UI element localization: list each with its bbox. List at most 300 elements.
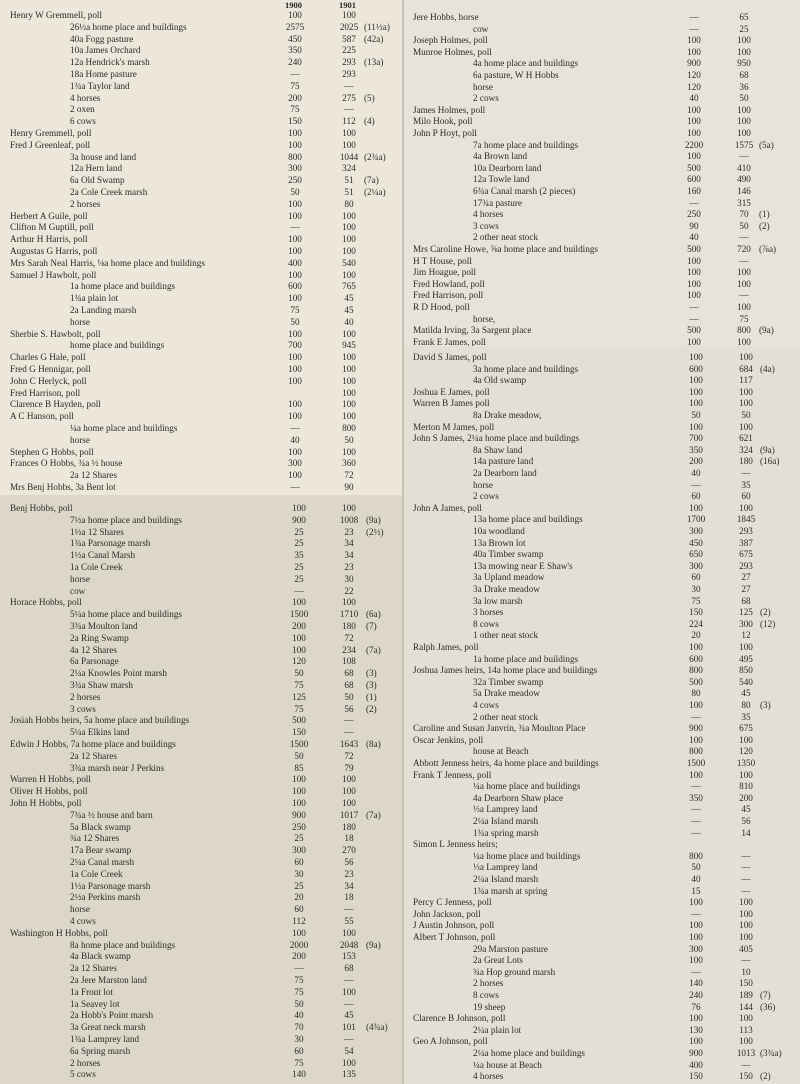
value-1900: 80 xyxy=(691,688,701,699)
value-1900: 100 xyxy=(687,151,701,162)
value-1901: — xyxy=(344,998,354,1009)
value-1900: 130 xyxy=(689,1024,703,1035)
value-1901: 108 xyxy=(342,656,356,667)
ledger-row xyxy=(403,314,800,325)
value-note: (7a) xyxy=(366,809,381,820)
entry-label: 10a woodland xyxy=(473,526,525,536)
value-1900: — xyxy=(290,482,300,492)
value-1901: 54 xyxy=(344,1045,354,1056)
value-1901: — xyxy=(344,715,354,726)
value-1901: — xyxy=(741,885,751,896)
value-note: (36) xyxy=(760,1001,776,1012)
ledger-row xyxy=(0,376,403,387)
ledger-row xyxy=(0,411,403,422)
entry-label: Warren H Hobbs, poll xyxy=(10,774,91,785)
ledger-row xyxy=(0,633,403,644)
ledger-row xyxy=(0,435,403,446)
value-1900: 1500 xyxy=(289,609,309,620)
value-1900: — xyxy=(691,966,701,977)
value-1900: 100 xyxy=(689,955,703,966)
ledger-row xyxy=(403,491,800,502)
ledger-row xyxy=(0,246,403,257)
entry-label: R D Hood, poll xyxy=(413,302,470,312)
ledger-row xyxy=(0,258,403,269)
value-1900: 30 xyxy=(294,868,304,879)
value-1901: 850 xyxy=(739,665,753,676)
ledger-row xyxy=(0,69,403,80)
value-1901: 1575 xyxy=(734,139,754,150)
value-1900: 50 xyxy=(294,998,304,1009)
value-1900: — xyxy=(691,711,701,722)
entry-label: Ralph James, poll xyxy=(413,642,479,652)
value-1900: 100 xyxy=(689,897,703,908)
ledger-row xyxy=(403,816,800,827)
entry-label: 13a mowing near E Shaw's xyxy=(473,560,573,571)
value-1901: 100 xyxy=(739,1013,753,1024)
entry-label: Caroline and Susan Janvrin, ¾a Moulton Place xyxy=(413,723,586,734)
entry-label: Augustas G Harris, poll xyxy=(10,246,98,256)
value-1900: — xyxy=(294,585,304,596)
ledger-row xyxy=(0,447,403,458)
value-note: (4a) xyxy=(760,363,775,374)
value-1901: 621 xyxy=(739,433,753,444)
value-1901: 45 xyxy=(741,688,751,699)
entry-label: Mrs Benj Hobbs, 3a Bent lot xyxy=(10,482,116,492)
entry-label: Fred Harrison, poll xyxy=(413,290,484,301)
value-1900: 200 xyxy=(689,456,703,467)
value-1901: 100 xyxy=(342,246,356,256)
entry-label: house at Beach xyxy=(473,746,529,757)
entry-label: 6¾a Canal marsh (2 pieces) xyxy=(473,186,576,196)
value-1901: 540 xyxy=(739,676,753,687)
value-1900: 150 xyxy=(292,727,306,738)
value-1900: 100 xyxy=(689,386,703,397)
value-1900: 600 xyxy=(288,281,302,292)
value-1901: 36 xyxy=(739,81,749,92)
value-1900: 100 xyxy=(689,1013,703,1024)
ledger-row xyxy=(403,909,800,920)
value-1901: 22 xyxy=(344,585,354,596)
ledger-row xyxy=(0,399,403,410)
ledger-row xyxy=(0,940,403,951)
value-1900: 700 xyxy=(689,433,703,444)
entry-label: David S James, poll xyxy=(413,352,487,362)
value-note: (5) xyxy=(364,92,375,103)
ledger-row xyxy=(0,329,403,340)
value-note: (5a) xyxy=(759,139,774,150)
value-1900: 100 xyxy=(689,352,703,362)
value-1900: 100 xyxy=(292,644,306,655)
value-1901: 146 xyxy=(737,186,751,196)
entry-label: 4a Brown land xyxy=(473,151,528,162)
value-1901: 100 xyxy=(737,278,751,289)
ledger-row xyxy=(0,987,403,998)
ledger-row xyxy=(0,152,403,163)
entry-label: 2½a Perkins marsh xyxy=(70,892,141,903)
ledger-row xyxy=(403,804,800,815)
ledger-row xyxy=(403,221,800,232)
entry-label: 1½a 12 Shares xyxy=(70,526,124,537)
ledger-row xyxy=(0,538,403,549)
value-1901: 113 xyxy=(739,1024,753,1035)
entry-label: 6a pasture, W H Hobbs xyxy=(473,70,559,80)
entry-label: 8a home place and buildings xyxy=(70,939,176,950)
value-note: (13a) xyxy=(364,57,384,68)
value-1900: 100 xyxy=(288,375,302,386)
value-1900: 100 xyxy=(689,398,703,409)
value-1901: 56 xyxy=(344,857,354,867)
value-1901: 100 xyxy=(342,786,356,797)
value-1900: 100 xyxy=(687,116,701,127)
value-1901: 51 xyxy=(344,187,354,197)
ledger-row xyxy=(403,770,800,781)
value-1901: 51 xyxy=(344,175,354,186)
value-1901: 293 xyxy=(739,560,753,571)
value-1901: 55 xyxy=(344,916,354,926)
ledger-row xyxy=(0,470,403,481)
entry-label: 2¼a plain lot xyxy=(473,1024,522,1035)
entry-label: 2¼a Knowles Point marsh xyxy=(70,668,167,679)
entry-label: 12a Towle land xyxy=(473,174,530,185)
value-1901: 50 xyxy=(344,691,354,702)
value-1901: 270 xyxy=(342,845,356,856)
value-1901: 1013 xyxy=(736,1048,756,1058)
value-1900: 450 xyxy=(689,537,703,548)
value-1900: 25 xyxy=(294,573,304,584)
ledger-row xyxy=(403,1071,800,1082)
value-1901: 300 xyxy=(739,618,753,629)
value-1901: 100 xyxy=(739,421,753,432)
entry-label: 4 horses xyxy=(70,92,101,103)
entry-label: Oscar Jenkins, poll xyxy=(413,734,484,745)
ledger-row xyxy=(403,163,800,174)
entry-label: Fred G Hennigar, poll xyxy=(10,364,91,374)
ledger-row xyxy=(0,317,403,328)
value-1901: 72 xyxy=(344,470,354,481)
ledger-row xyxy=(403,12,800,23)
ledger-row xyxy=(0,833,403,844)
ledger-row xyxy=(403,445,800,456)
value-1900: 60 xyxy=(691,491,701,502)
value-1901: 180 xyxy=(342,821,356,832)
value-1901: 10 xyxy=(741,966,751,977)
value-1901: 234 xyxy=(342,644,356,655)
ledger-row xyxy=(403,468,800,479)
entry-label: 8 cows xyxy=(473,990,499,1000)
entry-label: 32a Timber swamp xyxy=(473,676,544,687)
ledger-row xyxy=(403,526,800,537)
value-1900: 35 xyxy=(294,550,304,561)
entry-label: Matilda Irving, 3a Sargent place xyxy=(413,325,532,336)
ledger-row xyxy=(0,423,403,434)
value-note: (12) xyxy=(760,618,776,629)
entry-label: 2a 12 Shares xyxy=(70,963,117,974)
value-1900: 1700 xyxy=(686,514,706,525)
value-1900: 100 xyxy=(687,128,701,138)
value-1901: 135 xyxy=(342,1069,356,1080)
value-note: (2) xyxy=(760,607,771,618)
value-1901: 180 xyxy=(342,621,356,631)
ledger-row xyxy=(0,916,403,927)
value-1901: 100 xyxy=(737,267,751,278)
value-1900: 100 xyxy=(687,46,701,57)
entry-label: Josiah Hobbs heirs, 5a home place and buildings xyxy=(10,715,190,726)
value-1900: 30 xyxy=(294,1034,304,1044)
value-1901: — xyxy=(741,850,751,861)
ledger-row xyxy=(403,514,800,525)
value-1901: 23 xyxy=(344,526,354,537)
entry-label: horse xyxy=(70,904,90,915)
value-1901: 324 xyxy=(342,163,356,174)
value-note: (8a) xyxy=(366,739,381,749)
value-1900: 100 xyxy=(292,786,306,797)
value-1900: 75 xyxy=(294,975,304,985)
entry-label: James Holmes, poll xyxy=(413,104,486,115)
value-1901: 387 xyxy=(739,537,753,548)
value-1901: 65 xyxy=(739,12,749,22)
entry-label: John Jackson, poll xyxy=(413,908,481,919)
value-1901: 540 xyxy=(342,257,356,268)
entry-label: Joshua James heirs, 14a home place and buildings xyxy=(413,665,598,676)
value-1901: 35 xyxy=(741,711,751,722)
value-note: (1) xyxy=(366,691,377,702)
value-1900: 60 xyxy=(691,572,701,583)
value-1900: 40 xyxy=(689,93,699,104)
ledger-row xyxy=(403,862,800,873)
value-1901: 50 xyxy=(741,410,751,420)
value-1900: 200 xyxy=(292,951,306,962)
entry-label: 3a house and land xyxy=(70,151,137,162)
value-1901: 72 xyxy=(344,632,354,643)
value-1901: 18 xyxy=(344,892,354,903)
value-note: (9a) xyxy=(366,514,381,525)
value-1900: 75 xyxy=(294,986,304,997)
entry-label: 5 cows xyxy=(70,1069,96,1080)
ledger-row xyxy=(403,851,800,862)
entry-label: ¾a Hop ground marsh xyxy=(473,966,556,977)
ledger-row xyxy=(0,597,403,608)
ledger-row xyxy=(403,375,800,386)
value-1901: 360 xyxy=(342,458,356,469)
ledger-row xyxy=(0,352,403,363)
value-note: (4¾a) xyxy=(366,1022,388,1033)
ledger-row xyxy=(0,1022,403,1033)
entry-label: John P Hoyt, poll xyxy=(413,128,477,138)
value-1901: 100 xyxy=(342,597,356,608)
value-1900: 20 xyxy=(691,630,701,641)
entry-label: 12a Hern land xyxy=(70,163,123,174)
ledger-row xyxy=(0,715,403,726)
value-1901: — xyxy=(739,290,749,301)
ledger-row xyxy=(403,140,800,151)
value-1901: — xyxy=(741,955,751,966)
ledger-row xyxy=(403,58,800,69)
ledger-row xyxy=(0,1046,403,1057)
value-1900: 100 xyxy=(689,1036,703,1047)
value-1901: 120 xyxy=(739,746,753,757)
entry-label: 1¾a Parsonage marsh xyxy=(70,538,151,549)
value-1901: 720 xyxy=(737,244,751,254)
value-1900: 300 xyxy=(689,560,703,571)
value-1901: 100 xyxy=(342,399,356,410)
value-1901: 315 xyxy=(737,197,751,208)
ledger-row xyxy=(0,45,403,56)
ledger-column-right-top xyxy=(403,0,800,346)
entry-label: 17¾a pasture xyxy=(473,197,522,208)
ledger-row xyxy=(403,1025,800,1036)
value-1900: — xyxy=(290,222,300,233)
ledger-row xyxy=(403,793,800,804)
entry-label: 2 horses xyxy=(70,691,101,702)
entry-label: 7½a home place and buildings xyxy=(70,514,183,525)
ledger-row xyxy=(0,645,403,656)
entry-label: Merton M James, poll xyxy=(413,421,495,432)
ledger-row xyxy=(403,677,800,688)
ledger-row xyxy=(0,163,403,174)
ledger-row xyxy=(0,692,403,703)
value-1900: 250 xyxy=(288,175,302,186)
value-1901: 144 xyxy=(739,1001,753,1012)
ledger-row xyxy=(403,232,800,243)
entry-label: 29a Marston pasture xyxy=(473,943,549,954)
ledger-row xyxy=(0,340,403,351)
value-1900: 240 xyxy=(288,57,302,68)
ledger-row xyxy=(403,24,800,35)
value-1900: 50 xyxy=(691,862,701,873)
entry-label: 1a Front lot xyxy=(70,986,113,997)
entry-label: 2a 12 Shares xyxy=(70,750,117,761)
entry-label: 8a Drake meadow, xyxy=(473,410,542,420)
value-1901: 100 xyxy=(739,502,753,513)
value-1901: 25 xyxy=(739,23,749,34)
value-1901: 34 xyxy=(344,550,354,561)
ledger-row xyxy=(403,422,800,433)
entry-label: 1½a Canal Marsh xyxy=(70,550,136,561)
ledger-row xyxy=(0,527,403,538)
value-1900: 30 xyxy=(691,584,701,594)
value-1900: 100 xyxy=(288,269,302,280)
value-1900: 75 xyxy=(691,595,701,606)
entry-label: 8a Shaw land xyxy=(473,444,523,455)
ledger-row xyxy=(403,874,800,885)
value-1901: 1008 xyxy=(339,514,359,525)
value-1900: 100 xyxy=(292,503,306,513)
entry-label: horse xyxy=(70,573,90,584)
value-1900: 350 xyxy=(689,792,703,803)
value-1901: 112 xyxy=(342,116,356,127)
ledger-row xyxy=(0,81,403,92)
value-1900: — xyxy=(691,816,701,826)
ledger-row xyxy=(0,550,403,561)
value-1901: 293 xyxy=(342,57,356,68)
value-1901: 100 xyxy=(342,139,356,150)
value-1901: 1710 xyxy=(339,609,359,620)
value-1900: 100 xyxy=(288,246,302,256)
value-1900: 40 xyxy=(290,434,300,445)
entry-label: 19 sheep xyxy=(473,1001,506,1012)
ledger-row xyxy=(403,897,800,908)
value-1900: 800 xyxy=(689,746,703,757)
ledger-column-left-top xyxy=(0,0,403,495)
ledger-row xyxy=(403,700,800,711)
value-note: (7a) xyxy=(364,175,379,186)
entry-label: 2 horses xyxy=(70,198,101,209)
ledger-row xyxy=(0,574,403,585)
ledger-row xyxy=(0,562,403,573)
value-1901: 125 xyxy=(739,607,753,618)
ledger-row xyxy=(0,656,403,667)
value-1900: 100 xyxy=(687,255,701,266)
value-1900: 100 xyxy=(288,198,302,209)
value-1901: 101 xyxy=(342,1022,356,1033)
value-1900: 500 xyxy=(687,325,701,336)
value-1900: 100 xyxy=(689,734,703,745)
ledger-row xyxy=(403,920,800,931)
value-1901: 100 xyxy=(342,128,356,138)
ledger-row xyxy=(403,978,800,989)
value-1900: 100 xyxy=(288,328,302,339)
value-1901: 765 xyxy=(342,281,356,292)
entry-label: 6 cows xyxy=(70,116,96,127)
value-1900: 25 xyxy=(294,880,304,891)
value-1900: 50 xyxy=(290,187,300,197)
value-1901: 68 xyxy=(344,668,354,679)
value-1901: 79 xyxy=(344,762,354,773)
ledger-row xyxy=(0,199,403,210)
value-1900: 40 xyxy=(294,1010,304,1021)
entry-label: Henry Gremmell, poll xyxy=(10,128,92,138)
ledger-row xyxy=(403,290,800,301)
value-1900: 100 xyxy=(288,210,302,221)
value-1900: 100 xyxy=(689,769,703,780)
value-1900: 450 xyxy=(288,33,302,44)
value-1901: 27 xyxy=(741,584,751,594)
value-1901: 100 xyxy=(739,1036,753,1047)
ledger-row xyxy=(403,665,800,676)
value-1900: — xyxy=(691,781,701,792)
value-1901: 56 xyxy=(741,816,751,826)
value-1901: 23 xyxy=(344,868,354,879)
value-1900: — xyxy=(689,12,699,22)
ledger-row xyxy=(403,561,800,572)
ledger-row xyxy=(403,70,800,81)
ledger-row xyxy=(0,458,403,469)
ledger-column-right-bottom xyxy=(403,346,800,1084)
value-1900: 300 xyxy=(689,943,703,954)
value-1901: 1845 xyxy=(736,514,756,525)
value-1901: 100 xyxy=(739,769,753,780)
entry-label: 5a Black swamp xyxy=(70,821,131,832)
entry-label: Jere Hobbs, horse xyxy=(413,12,479,22)
value-1901: 100 xyxy=(342,210,356,221)
value-1900: 650 xyxy=(689,549,703,560)
entry-label: Joshua E James, poll xyxy=(413,386,490,397)
entry-label: Arthur H Harris, poll xyxy=(10,234,88,245)
value-1900: 200 xyxy=(292,621,306,631)
ledger-row xyxy=(0,104,403,115)
ledger-row xyxy=(403,1002,800,1013)
ledger-row xyxy=(403,735,800,746)
value-note: (42a) xyxy=(364,33,384,44)
value-1901: 100 xyxy=(739,352,753,362)
value-1900: 2000 xyxy=(289,939,309,950)
entry-label: 4 cows xyxy=(473,700,499,710)
ledger-row xyxy=(403,244,800,255)
value-1900: 100 xyxy=(689,421,703,432)
value-1900: 200 xyxy=(288,92,302,103)
value-1901: 100 xyxy=(342,364,356,374)
ledger-row xyxy=(403,758,800,769)
